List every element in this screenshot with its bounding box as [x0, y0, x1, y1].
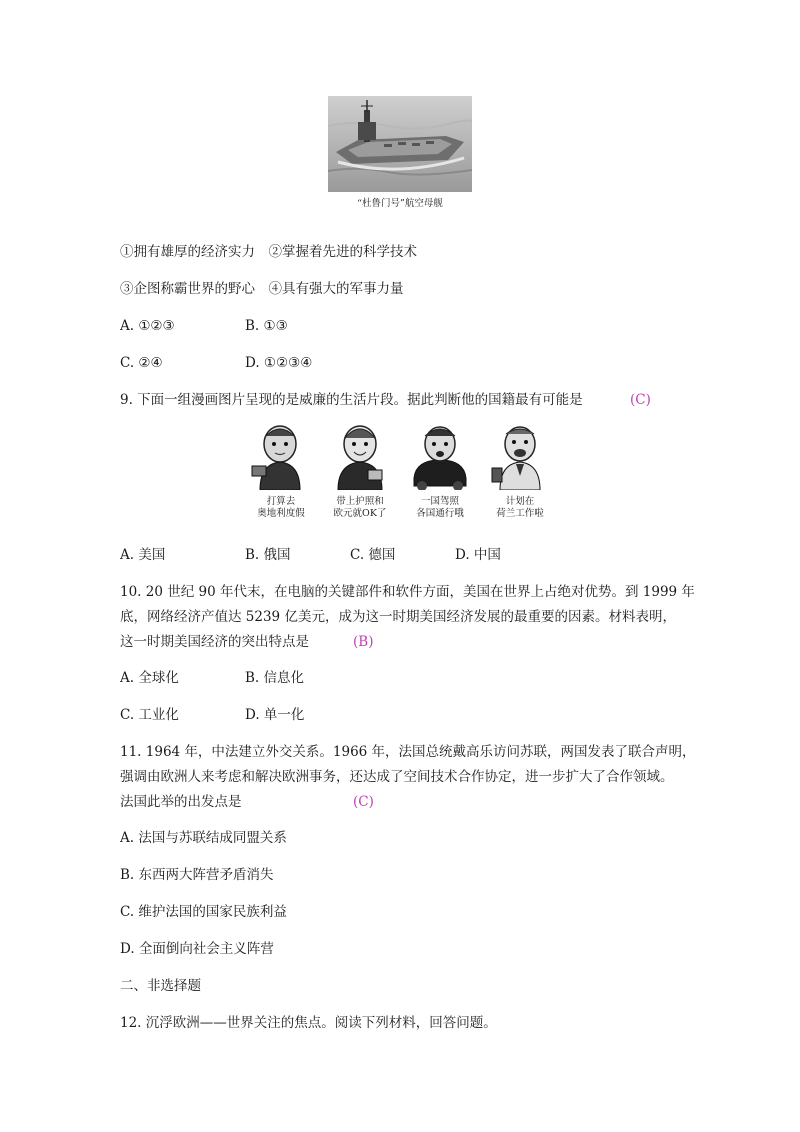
q10-option-a: A. 全球化	[120, 670, 179, 686]
q12-stem: 12. 沉浮欧洲——世界关注的焦点。阅读下列材料，回答问题。	[120, 1015, 497, 1031]
q11-line3: 法国此举的出发点是	[120, 794, 242, 810]
cartoon-4-caption-line2: 荷兰工作啦	[496, 508, 544, 519]
q11-answer: (C)	[353, 794, 374, 810]
section-heading-non-choice: 二、非选择题	[120, 978, 201, 994]
q11-line1: 11. 1964 年，中法建立外交关系。1966 年，法国总统戴高乐访问苏联，两国发表了联合声明，	[120, 744, 696, 760]
q8-statement-line2: ③企图称霸世界的野心 ④具有强大的军事力量	[120, 281, 404, 297]
q9-answer: (C)	[630, 392, 651, 408]
cartoon-2-caption-line1: 带上护照和	[336, 496, 384, 507]
cartoon-1-caption-line2: 奥地利度假	[257, 508, 305, 519]
q9-option-a: A. 美国	[120, 547, 166, 563]
cartoon-4-image	[488, 420, 552, 490]
q9-option-d: D. 中国	[455, 547, 501, 563]
cartoon-3-image	[408, 420, 472, 490]
q11-line2: 强调由欧洲人来考虑和解决欧洲事务，还达成了空间技术合作协定，进一步扩大了合作领域。	[120, 769, 674, 785]
cartoon-3-caption-line2: 各国通行哦	[416, 508, 464, 519]
cartoon-1-image	[248, 420, 312, 490]
q10-answer: (B)	[353, 634, 374, 650]
cartoon-2-caption	[315, 496, 405, 520]
ship-figure-caption: “杜鲁门号”航空母舰	[357, 198, 443, 209]
q11-option-d: D. 全面倒向社会主义阵营	[120, 941, 274, 957]
cartoon-2-image	[328, 420, 392, 490]
cartoon-3-caption-line1: 一国驾照	[420, 496, 459, 507]
q10-option-d: D. 单一化	[245, 707, 305, 723]
cartoon-1-caption-line1: 打算去	[266, 496, 296, 507]
q10-option-c: C. 工业化	[120, 707, 179, 723]
q9-option-b: B. 俄国	[245, 547, 291, 563]
q11-option-a: A. 法国与苏联结成同盟关系	[120, 830, 287, 846]
cartoon-2-caption-line2: 欧元就OK了	[333, 508, 387, 519]
q10-line2: 底，网络经济产值达 5239 亿美元，成为这一时期美国经济发展的最重要的因素。材料表明，	[120, 609, 676, 625]
q8-option-a: A. ①②③	[120, 318, 175, 334]
q8-statement-line1: ①拥有雄厚的经济实力 ②掌握着先进的科学技术	[120, 244, 417, 260]
cartoon-4-caption	[475, 496, 565, 520]
q8-option-d: D. ①②③④	[245, 355, 313, 371]
q9-option-c: C. 德国	[350, 547, 396, 563]
q8-option-c: C. ②④	[120, 355, 163, 371]
q10-line1: 10. 20 世纪 90 年代末，在电脑的关键部件和软件方面，美国在世界上占绝对优势。到 1999 年	[120, 584, 695, 600]
aircraft-carrier-photo	[328, 96, 472, 192]
q11-option-c: C. 维护法国的国家民族利益	[120, 904, 287, 920]
q10-line3: 这一时期美国经济的突出特点是	[120, 634, 309, 650]
q11-option-b: B. 东西两大阵营矛盾消失	[120, 867, 274, 883]
q9-stem: 9. 下面一组漫画图片呈现的是威廉的生活片段。据此判断他的国籍最有可能是	[120, 392, 583, 408]
q10-option-b: B. 信息化	[245, 670, 305, 686]
q8-option-b: B. ①③	[245, 318, 288, 334]
cartoon-3-caption	[395, 496, 485, 520]
cartoon-4-caption-line1: 计划在	[505, 496, 535, 507]
cartoon-1-caption	[236, 496, 326, 520]
